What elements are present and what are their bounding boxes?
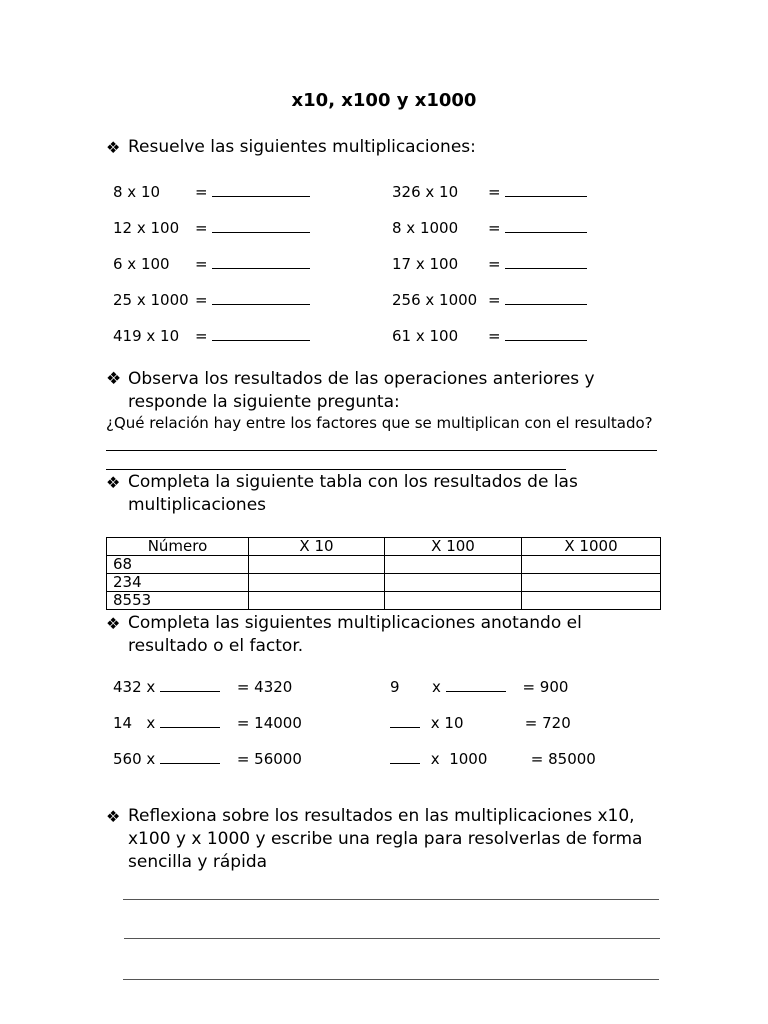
section-2-heading: ❖ Observa los resultados de las operaciones anteriores y responde la siguiente pregunta: [106,369,595,412]
answer-blank[interactable] [505,182,587,197]
answer-blank[interactable] [212,218,310,233]
exercise-left-3: 6 x 100 = [113,254,310,273]
fill-exercise-left-2: 14 x = 14000 [113,714,302,732]
diamond-bullet-icon: ❖ [106,473,121,492]
answer-line[interactable] [124,938,660,939]
fill-exercise-left-3: 560 x = 56000 [113,750,302,768]
factor-blank[interactable] [160,677,220,692]
column-header: Número [107,538,249,556]
factor-blank[interactable] [160,713,220,728]
table-row [107,592,661,610]
multiplication-table [106,537,661,610]
answer-blank[interactable] [212,290,310,305]
section-4-heading: ❖ Completa las siguientes multiplicaciones anotando el resultado o el factor. [106,613,582,656]
answer-cell[interactable] [522,574,661,592]
fill-exercise-left-1: 432 x = 4320 [113,678,293,696]
answer-cell[interactable] [522,592,661,610]
answer-line[interactable] [123,899,659,900]
diamond-bullet-icon: ❖ [106,614,121,633]
section-5-heading: ❖ Reflexiona sobre los resultados en las multiplicaciones x10, x100 y x 1000 y escribe una regla para resolverlas de forma sencilla y rápida [106,806,643,872]
diamond-bullet-icon: ❖ [106,138,121,157]
answer-cell[interactable] [249,556,385,574]
exercise-right-5: 61 x 100 = [392,326,587,345]
factor-blank[interactable] [160,749,220,764]
exercise-right-3: 17 x 100 = [392,254,587,273]
answer-cell[interactable] [249,592,385,610]
factor-blank[interactable] [390,749,420,764]
factor-blank[interactable] [390,713,420,728]
answer-line[interactable] [123,979,659,980]
answer-cell[interactable] [385,556,522,574]
column-header: X 10 [249,538,385,556]
answer-blank[interactable] [505,326,587,341]
answer-cell[interactable] [385,574,522,592]
answer-cell[interactable] [522,556,661,574]
answer-blank[interactable] [505,218,587,233]
number-cell: 68 [107,556,249,574]
exercise-right-2: 8 x 1000 = [392,218,587,237]
answer-cell[interactable] [249,574,385,592]
fill-exercise-right-2: x 10 = 720 [390,713,571,732]
column-header: X 100 [385,538,522,556]
answer-blank[interactable] [505,254,587,269]
question-text: ¿Qué relación hay entre los factores que se multiplican con el resultado? [106,414,653,432]
column-header: X 1000 [522,538,661,556]
section-1-text: Resuelve las siguientes multiplicaciones: [128,137,476,157]
exercise-left-2: 12 x 100 = [113,218,310,237]
answer-blank[interactable] [212,326,310,341]
diamond-bullet-icon: ❖ [106,369,122,389]
answer-line[interactable] [106,450,657,451]
exercise-left-1: 8 x 10 = [113,182,310,201]
answer-blank[interactable] [212,182,310,197]
answer-cell[interactable] [385,592,522,610]
fill-exercise-right-3: x 1000 = 85000 [390,749,596,768]
answer-blank[interactable] [212,254,310,269]
exercise-left-4: 25 x 1000 = [113,290,310,309]
factor-blank[interactable] [446,677,506,692]
table-row [107,556,661,574]
table-header-row [107,538,661,556]
number-cell: 234 [107,574,249,592]
exercise-right-1: 326 x 10 = [392,182,587,201]
fill-exercise-right-1: 9 x = 900 [390,678,569,696]
number-cell: 8553 [107,592,249,610]
page-title: x10, x100 y x1000 [291,90,477,111]
exercise-left-5: 419 x 10 = [113,326,310,345]
answer-line[interactable] [106,469,566,470]
section-3-heading: ❖ Completa la siguiente tabla con los resultados de las multiplicaciones [106,472,578,515]
exercise-right-4: 256 x 1000 = [392,290,587,309]
section-1-heading [106,136,666,160]
answer-blank[interactable] [505,290,587,305]
diamond-bullet-icon: ❖ [106,807,121,826]
table-row [107,574,661,592]
